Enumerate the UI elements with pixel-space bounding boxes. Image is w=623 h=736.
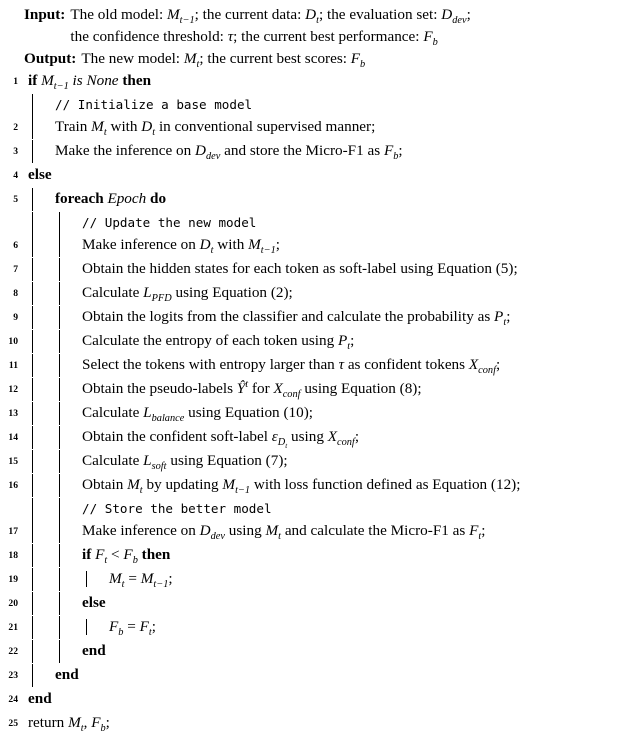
algorithm-line — [0, 592, 623, 616]
line-content: Calculate $L_{balance}$ using Equation (10); — [22, 402, 623, 424]
line-number: 14 — [8, 432, 18, 443]
line-number: 2 — [13, 122, 18, 133]
keyword-end: end — [82, 642, 106, 659]
line-content: Obtain the hidden states for each token as soft-label using Equation (5); — [22, 258, 623, 280]
line-content — [22, 592, 623, 614]
line-number: 15 — [8, 456, 18, 467]
line-content — [22, 498, 623, 520]
algorithm-line — [0, 116, 623, 140]
line-content: Obtain $M_t$ by updating $M_{t-1}$ with loss function defined as Equation (12); — [22, 474, 623, 496]
line-comment: // Initialize a base model — [55, 97, 253, 112]
line-number: 3 — [13, 146, 18, 157]
line-number: 25 — [8, 718, 18, 729]
keyword-else: else — [28, 166, 52, 183]
algorithm-line — [0, 640, 623, 664]
line-content: Obtain the confident soft-label $\varepsilon_{D_t}$ using $X_{conf}$; — [22, 426, 623, 448]
algorithm-line — [0, 426, 623, 450]
line-comment: // Update the new model — [82, 215, 257, 230]
algorithm-line — [0, 402, 623, 426]
line-content: $M_t = M_{t-1}$; — [22, 568, 623, 590]
line-content — [22, 212, 623, 234]
line-number: 4 — [13, 170, 18, 181]
line-number: 13 — [8, 408, 18, 419]
algorithm-line — [0, 188, 623, 212]
output-text: The new model: $M_t$; the current best scores: $F_b$ — [81, 50, 366, 71]
line-content — [22, 94, 623, 116]
line-comment: // Store the better model — [82, 501, 272, 516]
line-number: 5 — [13, 194, 18, 205]
line-number: 22 — [8, 646, 18, 657]
line-number: 9 — [13, 312, 18, 323]
algorithm-line — [0, 474, 623, 498]
line-content: foreach Epoch do — [22, 188, 623, 210]
algorithm-line — [0, 212, 623, 234]
line-content: if $F_t < F_b$ then — [22, 544, 623, 566]
algorithm-line — [0, 282, 623, 306]
algorithm-line — [0, 568, 623, 592]
line-number: 19 — [8, 574, 18, 585]
line-content: Train $M_t$ with $D_t$ in conventional supervised manner; — [22, 116, 623, 138]
output-line — [0, 48, 623, 70]
line-number: 10 — [8, 336, 18, 347]
line-number: 11 — [8, 360, 18, 371]
line-content: Calculate $L_{soft}$ using Equation (7); — [22, 450, 623, 472]
algorithm-line — [0, 330, 623, 354]
algorithm-line — [0, 258, 623, 282]
line-number: 24 — [8, 694, 18, 705]
line-content: return $M_t$, $F_b$; — [28, 714, 110, 735]
line-number: 23 — [8, 670, 18, 681]
line-content: Calculate $L_{PFD}$ using Equation (2); — [22, 282, 623, 304]
line-content: Obtain the logits from the classifier and calculate the probability as $P_t$; — [22, 306, 623, 328]
line-content — [22, 164, 623, 186]
algorithm-line — [0, 664, 623, 688]
input-text-1: The old model: $M_{t-1}$; the current data: $D_t$; the evaluation set: $D_{dev}$; — [70, 6, 471, 27]
line-number: 12 — [8, 384, 18, 395]
algorithm-line — [0, 234, 623, 258]
algorithm-line — [0, 688, 623, 712]
input-text-2: the confidence threshold: τ; the current best performance: $F_b$ — [70, 28, 438, 49]
line-content: Calculate the entropy of each token using $P_t$; — [22, 330, 623, 352]
line-content — [22, 640, 623, 662]
line-content: Obtain the pseudo-labels $Ŷ^t$ for $X_{conf}$ using Equation (8); — [22, 378, 623, 400]
line-number: 17 — [8, 526, 18, 537]
algorithm-line — [0, 306, 623, 330]
line-number: 21 — [8, 622, 18, 633]
algorithm-line — [0, 450, 623, 474]
algorithm-line — [0, 498, 623, 520]
algorithm-io-header — [0, 0, 623, 70]
line-content — [22, 664, 623, 686]
algorithm-line — [0, 354, 623, 378]
keyword-end: end — [28, 690, 52, 707]
algorithm-line — [0, 520, 623, 544]
output-label: Output: — [24, 50, 77, 67]
keyword-end: end — [55, 666, 79, 683]
line-content: if $M_{t-1}$ is None then — [28, 72, 152, 93]
block-guide-tick — [86, 571, 87, 587]
keyword-else: else — [82, 594, 106, 611]
line-number: 1 — [13, 76, 18, 87]
algorithm-line — [0, 94, 623, 116]
line-number: 6 — [13, 240, 18, 251]
line-content — [22, 688, 623, 710]
line-content: Make inference on $D_t$ with $M_{t-1}$; — [22, 234, 623, 256]
line-content: $F_b = F_t$; — [22, 616, 623, 638]
line-content: Select the tokens with entropy larger than τ as confident tokens $X_{conf}$; — [22, 354, 623, 376]
input-line-2 — [0, 26, 623, 48]
line-number: 7 — [13, 264, 18, 275]
input-line-1 — [0, 4, 623, 26]
algorithm-line — [0, 616, 623, 640]
algorithm-line — [0, 70, 623, 94]
input-label: Input: — [24, 6, 66, 23]
line-number: 16 — [8, 480, 18, 491]
algorithm-line — [0, 378, 623, 402]
line-number: 18 — [8, 550, 18, 561]
algorithm-line — [0, 712, 623, 736]
line-number: 8 — [13, 288, 18, 299]
line-content: Make the inference on $D_{dev}$ and store the Micro-F1 as $F_b$; — [22, 140, 623, 162]
algorithm-line — [0, 164, 623, 188]
line-number: 20 — [8, 598, 18, 609]
algorithm-line — [0, 544, 623, 568]
block-guide-tick — [86, 619, 87, 635]
line-content: Make inference on $D_{dev}$ using $M_t$ and calculate the Micro-F1 as $F_t$; — [22, 520, 623, 542]
algorithm-line — [0, 140, 623, 164]
